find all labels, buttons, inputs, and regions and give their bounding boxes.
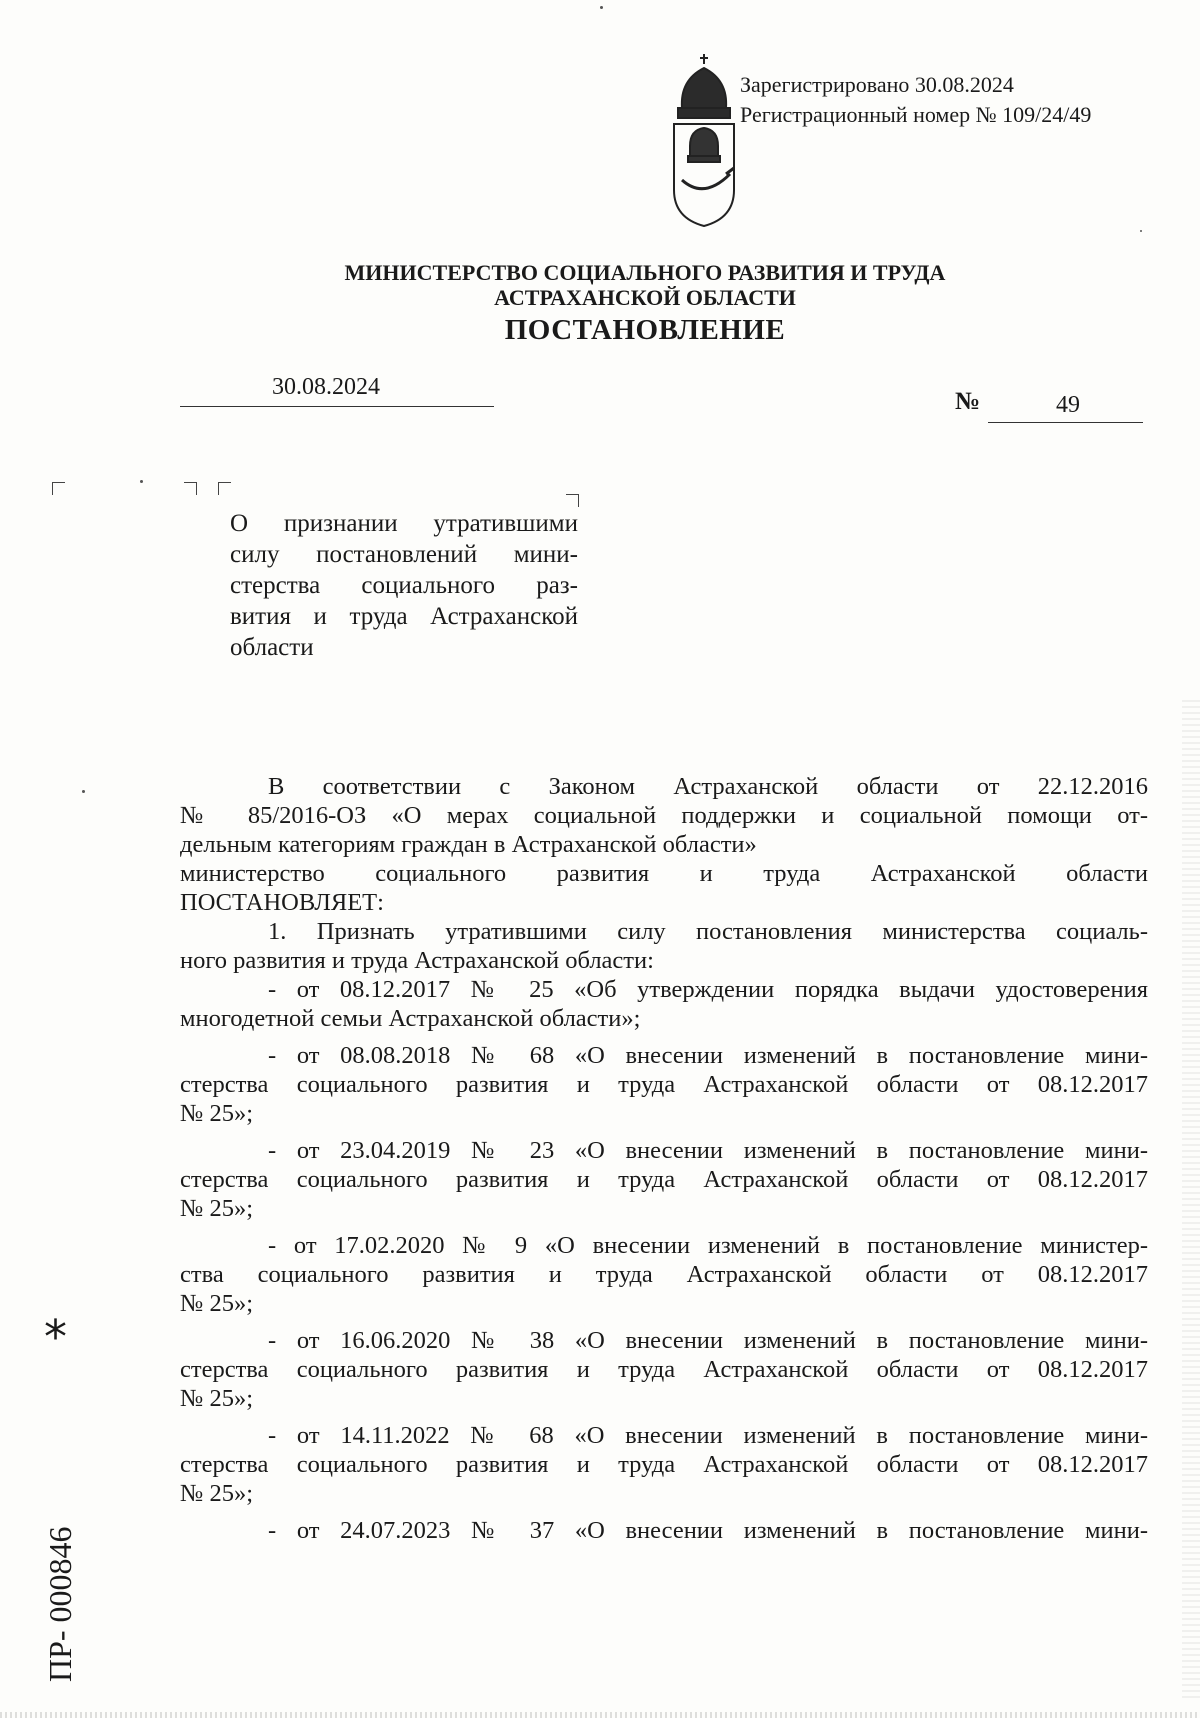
registration-date: Зарегистрировано 30.08.2024 [740,72,1014,97]
registration-stamp [740,70,1091,130]
ministry-name-line1: МИНИСТЕРСТВО СОЦИАЛЬНОГО РАЗВИТИЯ И ТРУДА [344,260,946,285]
coat-of-arms-emblem [660,50,748,228]
list-item [180,1326,1148,1413]
list-item [180,1516,1148,1545]
body-line: - от 17.02.2020 № 9 «О внесении изменений в постановление министер- [268,1232,1148,1259]
document-number: 49 [1056,392,1080,418]
subject-line: вития и труда Астраханской [230,603,578,630]
list-item [180,975,1148,1033]
scan-edge-noise [1182,700,1200,1700]
subject-line: стерства социального раз- [230,572,578,599]
document-date: 30.08.2024 [272,374,380,400]
body-line: - от 16.06.2020 № 38 «О внесении изменений в постановление мини- [268,1327,1148,1354]
subject-line: области [230,634,314,661]
body-line: стерства социального развития и труда Астраханской области от 08.12.2017 [180,1451,1148,1478]
body-line: ства социального развития и труда Астраханской области от 08.12.2017 [180,1261,1148,1288]
body-line: дельным категориям граждан в Астраханской области» [180,831,757,858]
body-line: № 85/2016-ОЗ «О мерах социальной поддержки и социальной помощи от- [180,802,1148,829]
body-line: - от 24.07.2023 № 37 «О внесении изменений в постановление мини- [268,1517,1148,1544]
body-line: № 25»; [180,1480,254,1507]
body-line: стерства социального развития и труда Астраханской области от 08.12.2017 [180,1166,1148,1193]
body-line: ПОСТАНОВЛЯЕТ: [180,889,384,916]
body-line: - от 08.08.2018 № 68 «О внесении изменений в постановление мини- [268,1042,1148,1069]
body-line: - от 08.12.2017 № 25 «Об утверждении порядка выдачи удостоверения [268,976,1148,1003]
body-line: стерства социального развития и труда Астраханской области от 08.12.2017 [180,1071,1148,1098]
scan-bottom-noise [0,1712,1200,1718]
document-type-title: ПОСТАНОВЛЕНИЕ [504,314,786,346]
body-line: № 25»; [180,1290,254,1317]
number-sign: № [955,388,981,415]
subject-line: О признании утратившими [230,510,578,537]
body-line: ного развития и труда Астраханской области: [180,947,654,974]
document-number-field [988,388,1143,423]
subject-line: силу постановлений мини- [230,541,578,568]
list-item [180,1421,1148,1508]
body-line: - от 14.11.2022 № 68 «О внесении изменений в постановление мини- [268,1422,1148,1449]
body-line: министерство социального развития и труда Астраханской области [180,860,1148,887]
ministry-header [0,260,1200,350]
corner-mark [218,482,231,495]
scan-speck [1140,230,1142,232]
scan-speck [82,790,85,793]
list-item [180,1136,1148,1223]
margin-serial-number: ПР- 000846 [42,1526,78,1682]
list-item [180,1041,1148,1128]
corner-mark [184,482,197,495]
body-line: № 25»; [180,1385,254,1412]
body-line: - от 23.04.2019 № 23 «О внесении изменений в постановление мини- [268,1137,1148,1164]
registration-number: Регистрационный номер № 109/24/49 [740,102,1092,127]
body-line: В соответствии с Законом Астраханской области от 22.12.2016 [268,773,1148,800]
body-line: № 25»; [180,1195,254,1222]
body-line: стерства социального развития и труда Астраханской области от 08.12.2017 [180,1356,1148,1383]
ministry-name-line2: АСТРАХАНСКОЙ ОБЛАСТИ [494,285,796,310]
body-line: многодетной семьи Астраханской области»; [180,1005,641,1032]
margin-star: * [44,1310,67,1364]
list-item [180,1231,1148,1318]
scan-speck [140,480,143,483]
corner-mark [52,482,65,495]
document-date-field [180,372,494,407]
scan-speck [600,6,603,9]
corner-mark [566,494,579,507]
body-line: № 25»; [180,1100,254,1127]
document-subject [230,508,578,663]
document-body [180,772,1148,1545]
body-line: 1. Признать утратившими силу постановления министерства социаль- [268,918,1148,945]
